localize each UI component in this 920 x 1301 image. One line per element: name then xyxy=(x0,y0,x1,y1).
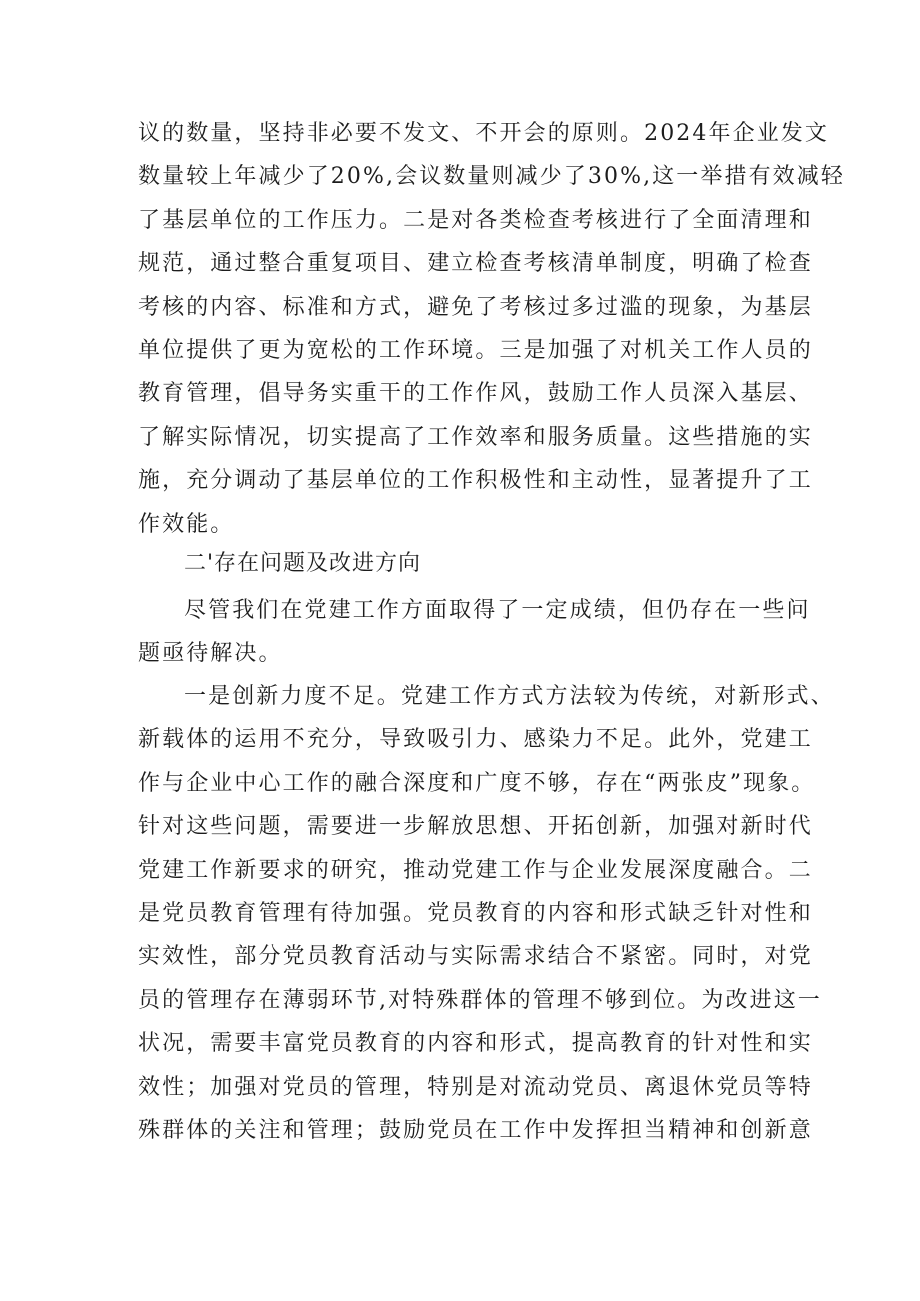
text-line: 规范，通过整合重复项目、建立检查考核清单制度，明确了检查 xyxy=(138,251,813,277)
section-heading: 二'存在问题及改进方向 xyxy=(184,551,422,576)
text-line: 针对这些问题，需要进一步解放思想、开拓创新，加强对新时代 xyxy=(138,814,813,840)
text-line: 施，充分调动了基层单位的工作积极性和主动性，显著提升了工 xyxy=(138,468,813,494)
text-line: 殊群体的关注和管理；鼓励党员在工作中发挥担当精神和创新意 xyxy=(138,1117,813,1143)
paragraph-intro-problems xyxy=(138,589,811,676)
paragraph-measures-results xyxy=(138,112,845,546)
text-line: 状况，需要丰富党员教育的内容和形式，提高教育的针对性和实 xyxy=(138,1031,813,1057)
text-line: 效性；加强对党员的管理，特别是对流动党员、离退休党员等特 xyxy=(138,1074,813,1100)
text-line: 了解实际情况，切实提高了工作效率和服务质量。这些措施的实 xyxy=(138,424,813,450)
text-line: 单位提供了更为宽松的工作环境。三是加强了对机关工作人员的 xyxy=(138,337,813,363)
text-line: 新载体的运用不充分，导致吸引力、感染力不足。此外，党建工 xyxy=(138,727,813,753)
text-line: 数量较上年减少了20%,会议数量则减少了30%,这一举措有效减轻 xyxy=(138,164,845,190)
text-line: 尽管我们在党建工作方面取得了一定成绩，但仍存在一些问 xyxy=(184,598,811,623)
text-line: 考核的内容、标准和方式，避免了考核过多过滥的现象，为基层 xyxy=(138,294,813,320)
text-line: 是党员教育管理有待加强。党员教育的内容和形式缺乏针对性和 xyxy=(138,900,813,926)
text-line: 教育管理，倡导务实重干的工作作风，鼓励工作人员深入基层、 xyxy=(138,381,813,407)
text-line: 议的数量，坚持非必要不发文、不开会的原则。2024年企业发文 xyxy=(138,121,829,146)
text-line: 实效性，部分党员教育活动与实际需求结合不紧密。同时，对党 xyxy=(138,944,813,970)
text-line: 了基层单位的工作压力。二是对各类检查考核进行了全面清理和 xyxy=(138,207,813,233)
text-line: 作效能。 xyxy=(138,511,235,537)
text-line: 作与企业中心工作的融合深度和广度不够，存在“两张皮”现象。 xyxy=(138,770,816,796)
text-line: 员的管理存在薄弱环节,对特殊群体的管理不够到位。为改进这一 xyxy=(138,987,822,1013)
paragraph-problems-detail xyxy=(138,675,835,1152)
text-line: 一是创新力度不足。党建工作方式方法较为传统，对新形式、 xyxy=(184,684,835,709)
text-line: 题亟待解决。 xyxy=(138,641,283,667)
text-line: 党建工作新要求的研究，推动党建工作与企业发展深度融合。二 xyxy=(138,857,813,883)
